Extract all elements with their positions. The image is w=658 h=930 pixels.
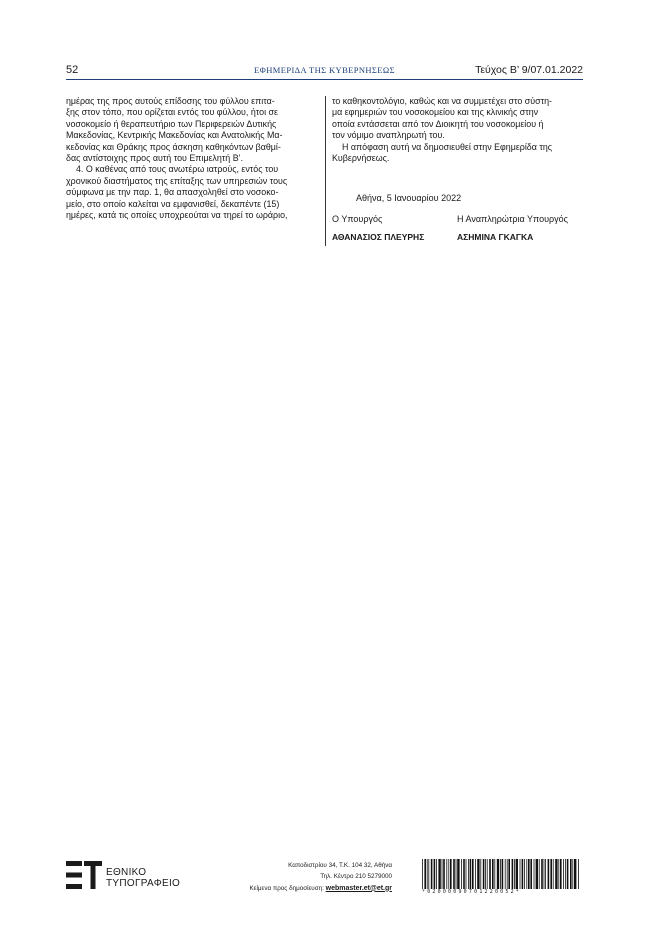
barcode-bar (497, 859, 499, 889)
barcode (422, 859, 582, 889)
barcode-bar (466, 859, 467, 889)
barcode-bar (477, 859, 479, 889)
barcode-bar (483, 859, 485, 889)
address: Καποδιστρίου 34, Τ.Κ. 104 32, Αθήνα (288, 862, 392, 869)
barcode-bar (512, 859, 514, 889)
barcode-bar (522, 859, 524, 889)
barcode-bar (558, 859, 559, 889)
text-line: κεδονίας και Θράκης προς άσκηση καθηκόντων βαθμί- (66, 141, 281, 152)
barcode-bar (548, 859, 550, 889)
text-line: ξης στον τόπο, που ορίζεται εντός του φύλλου, ήτοι σε (66, 107, 278, 118)
barcode-bar (572, 859, 573, 889)
barcode-bar (507, 859, 508, 889)
barcode-bar (536, 859, 538, 889)
barcode-bar (457, 859, 459, 889)
barcode-bar (578, 859, 579, 889)
barcode-bar (446, 859, 447, 889)
barcode-bar (428, 859, 429, 889)
barcode-bar (456, 859, 457, 889)
barcode-bar (534, 859, 535, 889)
issue-number: Τεύχος Β’ 9/07.01.2022 (475, 64, 583, 76)
barcode-bar (480, 859, 481, 889)
text-line: νοσοκομείο ή θεραπευτήριο των Περιφερειών Δυτικής (66, 118, 277, 129)
phone: Τηλ. Κέντρο 210 5279000 (320, 873, 392, 881)
text-line: Κυβερνήσεως. (332, 153, 390, 164)
barcode-bar (468, 859, 469, 889)
text-line: ημέρας της προς αυτούς επίδοσης του φύλλου επιτα- (66, 96, 275, 106)
barcode-bar (492, 859, 494, 889)
barcode-bar (438, 859, 440, 889)
barcode-number: *02000090701220052* (422, 889, 521, 895)
barcode-bar (555, 859, 557, 889)
submission-line: Κείμενα προς δημοσίευση: webmaster.et@et.gr (249, 884, 392, 892)
barcode-bar (550, 859, 552, 889)
barcode-bar (570, 859, 572, 889)
barcode-bar (463, 859, 465, 889)
barcode-bar (485, 859, 486, 889)
barcode-bar (505, 859, 506, 889)
barcode-bar (436, 859, 437, 889)
barcode-bar (514, 859, 515, 889)
barcode-bar (461, 859, 462, 889)
barcode-bar (487, 859, 488, 889)
right-column (332, 96, 584, 164)
text-line: τον νόμιμο αναπληρωτή του. (332, 130, 445, 141)
place-date: Αθήνα, 5 Ιανουαρίου 2022 (356, 193, 462, 203)
text-line: μα εφημεριών του νοσοκομείου και της κλινικής στην (332, 107, 539, 118)
email-link[interactable]: webmaster.et@et.gr (325, 884, 392, 892)
barcode-bar (544, 859, 545, 889)
barcode-bar (502, 859, 504, 889)
barcode-bar (489, 859, 491, 889)
barcode-bar (524, 859, 525, 889)
barcode-bar (494, 859, 495, 889)
barcode-bar (545, 859, 546, 889)
barcode-bar (574, 859, 576, 889)
barcode-bar (434, 859, 436, 889)
barcode-bar (563, 859, 564, 889)
header-rule (66, 79, 583, 80)
barcode-bar (422, 859, 423, 889)
barcode-bar (431, 859, 433, 889)
column-divider (325, 96, 326, 246)
barcode-bar (470, 859, 472, 889)
barcode-bar (565, 859, 566, 889)
page-number: 52 (66, 64, 79, 76)
text-line: το καθηκοντολόγιο, καθώς και να συμμετέχει στο σύστη- (332, 96, 552, 106)
text-line: ημέρες, κατά τις οποίες υποχρεούται να τηρεί το ωράριο, (66, 210, 288, 221)
barcode-bar (560, 859, 562, 889)
barcode-bar (530, 859, 532, 889)
barcode-bar (539, 859, 540, 889)
barcode-bar (520, 859, 521, 889)
page-header (66, 64, 583, 80)
barcode-bar (541, 859, 543, 889)
publisher-name: ΕΘΝΙΚΟ ΤΥΠΟΓΡΑΦΕΙΟ (106, 867, 181, 889)
left-column (66, 96, 318, 221)
signatory-name: ΑΣΗΜΙΝΑ ΓΚΑΓΚΑ (457, 232, 534, 242)
barcode-bar (526, 859, 527, 889)
text-line: σύμφωνα με την παρ. 1, θα απασχοληθεί στο νοσοκο- (66, 187, 279, 198)
text-line: χρονικού διαστήματος της επίταξης των υπηρεσιών τους (66, 175, 288, 186)
gazette-title: ΕΦΗΜΕΡΙΔΑ ΤΗΣ ΚΥΒΕΡΝΗΣΕΩΣ (254, 65, 395, 75)
text-line: οποία εντάσσεται από τον Διοικητή του νοσοκομείου ή (332, 118, 544, 129)
barcode-bar (448, 859, 449, 889)
barcode-bar (516, 859, 518, 889)
barcode-bar (500, 859, 501, 889)
barcode-bar (567, 859, 569, 889)
barcode-bar (453, 859, 455, 889)
signatory-name: ΑΘΑΝΑΣΙΟΣ ΠΛΕΥΡΗΣ (332, 232, 425, 242)
et-logo-icon (66, 861, 102, 889)
barcode-bar (424, 859, 426, 889)
barcode-bar (472, 859, 474, 889)
barcode-bar (553, 859, 554, 889)
text-line: Η απόφαση αυτή να δημοσιευθεί στην Εφημερίδα της (342, 141, 553, 152)
barcode-bar (475, 859, 476, 889)
text-line: Μακεδονίας, Κεντρικής Μακεδονίας και Ανατολικής Μα- (66, 130, 283, 141)
text-line: μείο, στο οποίο καλείται να εμφανισθεί, δεκαπέντε (15) (66, 198, 280, 209)
text-line: 4. Ο καθένας από τους ανωτέρω ιατρούς, εντός του (76, 164, 279, 175)
contact-info (249, 860, 392, 894)
barcode-bar (528, 859, 530, 889)
barcode-bar (427, 859, 428, 889)
signatory-role: Η Αναπληρώτρια Υπουργός (457, 214, 568, 224)
barcode-bar (442, 859, 443, 889)
signatory-role: Ο Υπουργός (332, 214, 383, 224)
barcode-bar (450, 859, 452, 889)
text-line: δας αντίστοιχης προς αυτή του Επιμελητή Β’. (66, 153, 244, 164)
barcode-bar (443, 859, 445, 889)
barcode-bar (508, 859, 510, 889)
